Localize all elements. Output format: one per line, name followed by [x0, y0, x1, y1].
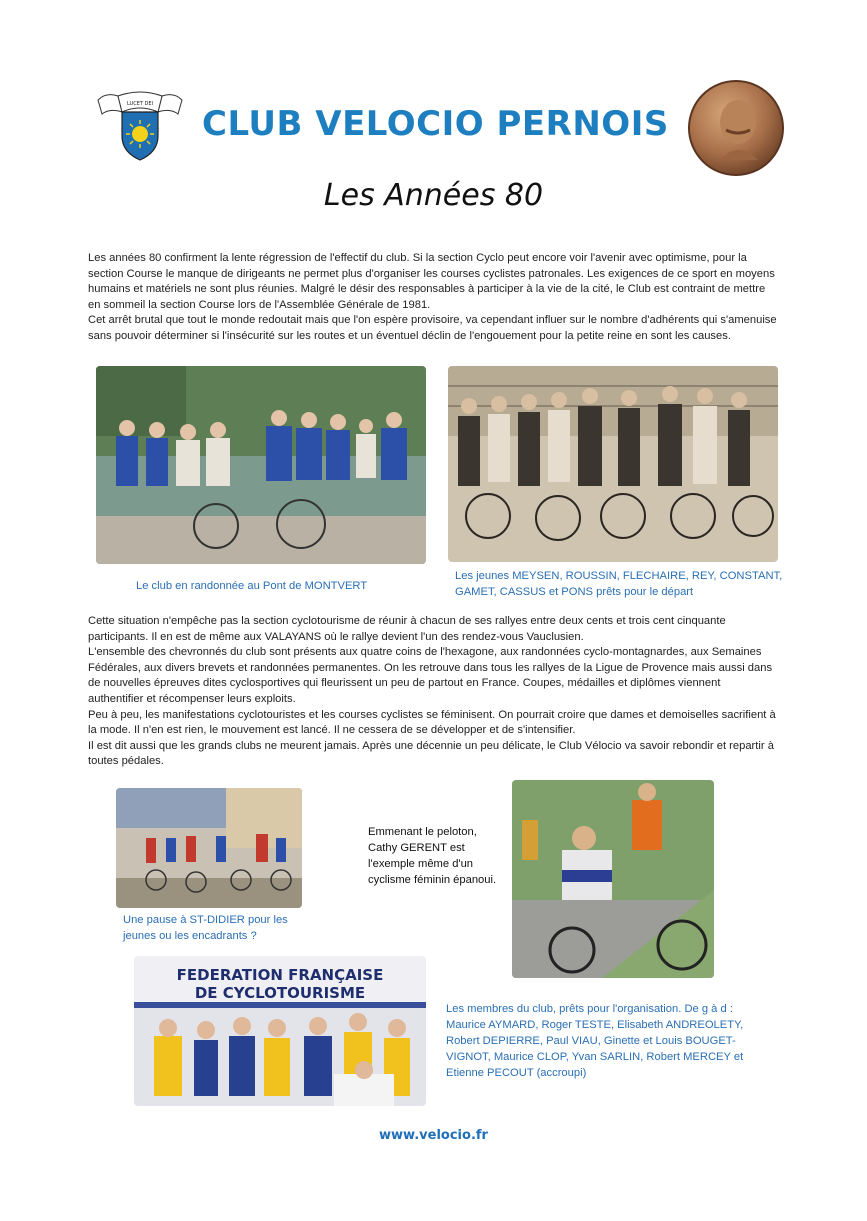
middle-text: [88, 614, 778, 770]
intro-paragraph: Les années 80 confirment la lente régression de l'effectif du club. Si la section Cyclo peut encore voir l'avenir avec optimisme, pour la section Course le manque de dirigeants ne permet plus d'organiser les courses cyclistes patronales. Les exigences de ce sport en moyens humains et matériels ne sont plus réunies. Malgré le désir des responsables à participer à la vie de la cité, le Club est contraint de mettre en sommeil la section Course lors de l'Assemblée Générale de 1981.: [88, 252, 775, 311]
photo-jeunes-cyclistes: [448, 366, 778, 562]
middle-paragraph: Il est dit aussi que les grands clubs ne meurent jamais. Après une décennie un peu délicate, le Club Vélocio va savoir rebondir et repartir à toutes pédales.: [88, 739, 774, 768]
club-name: CLUB VELOCIO PERNOIS: [202, 104, 669, 144]
club-logo: [96, 90, 184, 162]
photo-montvert-group: [96, 366, 426, 564]
caption-montvert: Le club en randonnée au Pont de MONTVERT: [136, 580, 368, 592]
footer-url[interactable]: www.velocio.fr: [379, 1128, 488, 1143]
intro-paragraph: Cet arrêt brutal que tout le monde redoutait mais que l'on espère provisoire, va cependant influer sur le nombre d'adhérents qui s'amenuise sans pouvoir déterminer si l'insécurité sur les routes et un éventuel déclin de l'engouement pour la petite reine en sont les causes.: [88, 314, 777, 342]
intro-text: [88, 251, 778, 345]
caption-cathy: Emmenant le peloton, Cathy GERENT est l'exemple même d'un cyclisme féminin épanoui.: [368, 826, 497, 886]
photo-st-didier: [116, 788, 302, 908]
photo-cathy-gerent: [512, 780, 714, 978]
middle-paragraph: L'ensemble des chevronnés du club sont présents aux quatre coins de l'hexagone, aux randonnées cyclo-montagnardes, aux Semaines Fédérales, aux divers brevets et randonnées permanentes. On les retrouve dans tous les rallyes de la Ligue de Provence mais aussi dans de nouvelles épreuves dites cyclosportives qui fleurissent un peu de partout en France. Coupes, médailles et diplômes viennent authentifier et récompenser leurs exploits.: [88, 646, 773, 705]
velocio-medallion: [686, 78, 786, 178]
photo-membres-club: [134, 956, 426, 1106]
svg-text:FEDERATION FRANÇAISE: FEDERATION FRANÇAISE: [176, 966, 384, 984]
svg-text:DE CYCLOTOURISME: DE CYCLOTOURISME: [194, 984, 366, 1002]
middle-paragraph: Peu à peu, les manifestations cyclotouristes et les courses cyclistes se féminisent. On pourrait croire que dames et demoiselles sacrifient à la mode. Il n'en est rien, le mouvement est lancé. Il ne cessera de se développer et de s'intensifier.: [88, 708, 776, 737]
middle-paragraph: Cette situation n'empêche pas la section cyclotourisme de réunir à chacun de ses rallyes entre deux cents et trois cent cinquante participants. Il en est de même aux VALAYANS où le rallye devient l'un des rendez-vous Vauclusien.: [88, 615, 726, 643]
caption-membres: Les membres du club, prêts pour l'organisation. De g à d : Maurice AYMARD, Roger TESTE, Elisabeth ANDREOLETY, Robert DEPIERRE, Paul VIAU, Ginette et Louis BOUGET-VIGNOT, Maurice CLOP, Yvan SARLIN, Robert MERCEY et Etienne PECOUT (accroupi): [446, 1003, 744, 1079]
caption-st-didier: Une pause à ST-DIDIER pour les jeunes ou les encadrants ?: [123, 914, 288, 942]
svg-text:LUCET DEI: LUCET DEI: [127, 101, 153, 107]
page-title: Les Années 80: [323, 178, 544, 213]
caption-jeunes: Les jeunes MEYSEN, ROUSSIN, FLECHAIRE, REY, CONSTANT, GAMET, CASSUS et PONS prêts pour le départ: [455, 570, 783, 598]
